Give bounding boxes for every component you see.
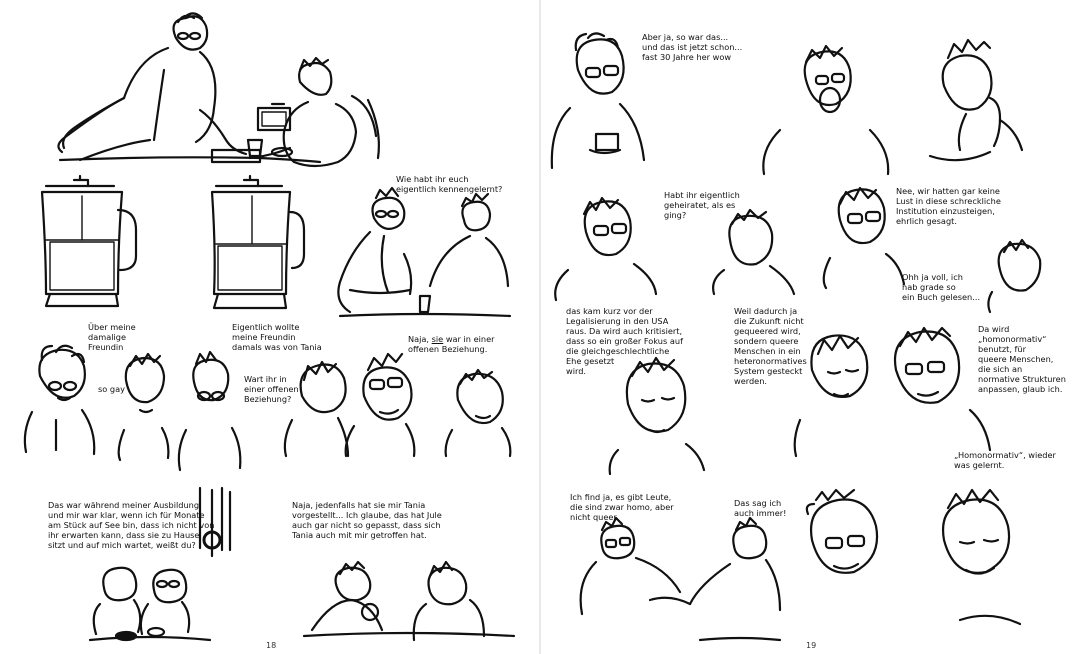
- panel-drawing-bottom-right-pair: [581, 518, 780, 640]
- bubble-homonormativ: „Homonormativ“, wieder was gelernt.: [954, 450, 1056, 470]
- bubble-ich-find: Ich find ja, es gibt Leute, die sind zwar homo, aber nicht queer.: [570, 492, 674, 522]
- bubble-so-gay: so gay: [98, 384, 125, 394]
- panel-drawing-two-women: [338, 188, 510, 316]
- panel-drawing-french-press-1: [42, 176, 136, 306]
- bubble-naja-sie: [408, 334, 494, 354]
- bubble-ausbildung: Das war während meiner Ausbildung und mir war klar, wenn ich für Monate am Stück auf See bin, dass ich nicht von ihr erwarten kann, dass sie zu Hause sitzt und auf mich wartet, weißt du?: [48, 500, 215, 550]
- bubble-aber-ja: Aber ja, so war das... und das ist jetzt schon... fast 30 Jahre her wow: [642, 32, 743, 62]
- bubble-weil-dadurch: Weil dadurch ja die Zukunft nicht gequeered wird, sondern queere Menschen in ein heteronormatives System gesteckt werden.: [734, 306, 807, 386]
- bubble-jedenfalls: Naja, jedenfalls hat sie mir Tania vorgestellt... Ich glaube, das hat Jule auch gar nicht so gepasst, dass sich Tania auch mit mir getroffen hat.: [292, 500, 442, 540]
- bubble-naja-sie-emphasis: sie: [431, 334, 444, 344]
- bubble-eigentlich-wollte: Eigentlich wollte meine Freundin damals was von Tania: [232, 322, 322, 352]
- bubble-offene-beziehung: Wart ihr in einer offenen Beziehung?: [244, 374, 299, 404]
- panel-drawing-smiling-faces: [807, 490, 1020, 624]
- page-number-left: 18: [266, 641, 277, 650]
- panel-drawing-bottom-middle: [304, 562, 514, 640]
- panel-drawing-glasses-woman: [555, 198, 656, 300]
- panel-drawing-profile-face: [713, 210, 794, 294]
- panel-drawing-table-scene: [58, 13, 378, 166]
- panel-drawing-french-press-2: [212, 176, 304, 308]
- bubble-legalisierung: das kam kurz vor der Legalisierung in den USA raus. Da wird auch kritisiert, dass so ein großer Fokus auf die gleichgeschlechtliche Ehe gesetzt wird.: [566, 306, 683, 376]
- panel-drawing-drinking-man: [763, 46, 888, 174]
- bubble-ueber-freundin: Über meine damalige Freundin: [88, 322, 136, 352]
- bubble-nee: Nee, wir hatten gar keine Lust in diese schreckliche Institution einzusteigen, ehrlich gesagt.: [896, 186, 1001, 226]
- bubble-da-wird: Da wird „homonormativ“ benutzt, für queere Menschen, die sich an normative Strukturen anpassen, glaub ich.: [978, 324, 1066, 394]
- bubble-ohh-ja: Ohh ja voll, ich hab grade so ein Buch gelesen...: [902, 272, 981, 302]
- panel-drawing-ohh-ja-face: [988, 240, 1040, 312]
- panel-drawing-three-faces: [285, 354, 510, 456]
- bubble-naja-sie-post: war in einer offenen Beziehung.: [408, 334, 495, 354]
- bubble-naja-sie-pre: Naja,: [408, 334, 432, 344]
- bubble-das-sag: Das sag ich auch immer!: [734, 498, 787, 518]
- panel-drawing-two-close-faces: [795, 328, 990, 456]
- panel-drawing-aber-ja-face: [552, 33, 644, 168]
- panel-drawing-thinking-man: [930, 40, 1022, 160]
- panel-drawing-faces-row: [25, 346, 240, 470]
- bubble-kennengelernt: Wie habt ihr euch eigentlich kennengelernt?: [396, 174, 503, 194]
- bubble-geheiratet: Habt ihr eigentlich geheiratet, als es ging?: [664, 190, 740, 220]
- panel-drawing-nee-man: [824, 188, 904, 288]
- page-number-right: 19: [806, 641, 817, 650]
